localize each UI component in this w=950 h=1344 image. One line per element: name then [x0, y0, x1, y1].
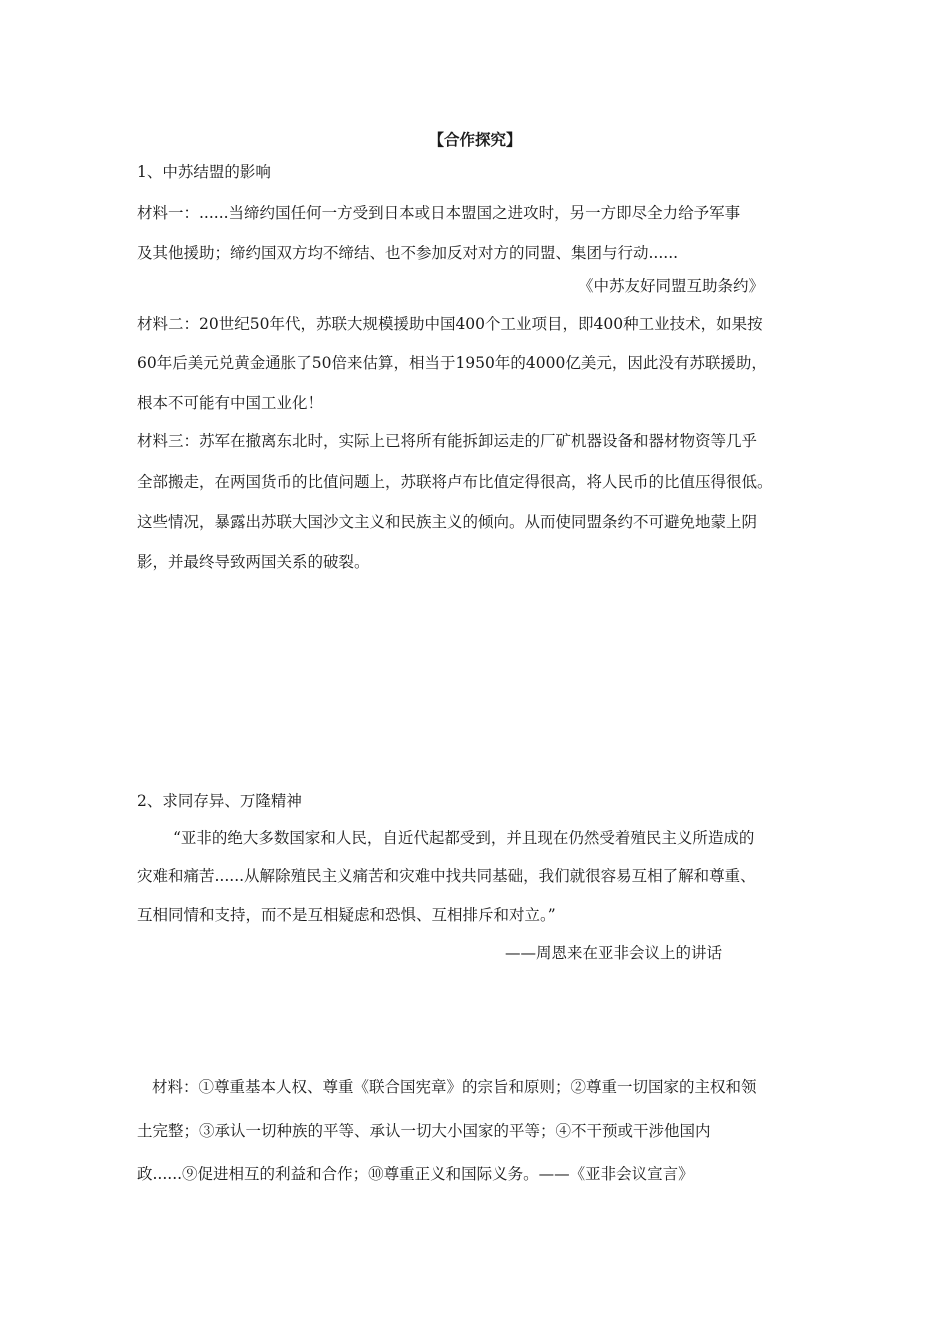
material2-line3: 根本不可能有中国工业化！ [137, 394, 324, 412]
material1-line2: 及其他援助；缔约国双方均不缔结、也不参加反对对方的同盟、集团与行动...... [137, 244, 679, 262]
material-line1: 材料：①尊重基本人权、尊重《联合国宪章》的宗旨和原则；②尊重一切国家的主权和领 [152, 1078, 757, 1096]
material-line2: 土完整；③承认一切种族的平等、承认一切大小国家的平等；④不干预或干涉他国内 [137, 1122, 711, 1140]
section2-heading: 2、求同存异、万隆精神 [137, 792, 302, 810]
quote-source: ——周恩来在亚非会议上的讲话 [505, 944, 723, 962]
page-title: 【合作探究】 [428, 131, 522, 149]
material1-line1: 材料一：......当缔约国任何一方受到日本或日本盟国之进攻时，另一方即尽全力给予军事 [137, 204, 741, 222]
quote-line3: 互相同情和支持，而不是互相疑虑和恐惧、互相排斥和对立。” [137, 906, 556, 924]
material2-line2: 60年后美元兑黄金通胀了50倍来估算，相当于1950年的4000亿美元，因此没有苏联援助， [137, 354, 767, 372]
quote-line2: 灾难和痛苦......从解除殖民主义痛苦和灾难中找共同基础，我们就很容易互相了解和尊重、 [137, 867, 756, 885]
material3-line2: 全部搬走，在两国货币的比值问题上，苏联将卢布比值定得很高，将人民币的比值压得很低。 [137, 473, 773, 491]
material2-line1: 材料二：20世纪50年代，苏联大规模援助中国400个工业项目，即400种工业技术，如果按 [137, 315, 763, 333]
material1-source: 《中苏友好同盟互助条约》 [578, 277, 765, 295]
material-line3: 政......⑨促进相互的利益和合作；⑩尊重正义和国际义务。——《亚非会议宣言》 [137, 1165, 694, 1183]
material3-line1: 材料三：苏军在撤离东北时，实际上已将所有能拆卸运走的厂矿机器设备和器材物资等几乎 [137, 432, 758, 450]
quote-line1: “亚非的绝大多数国家和人民，自近代起都受到，并且现在仍然受着殖民主义所造成的 [173, 829, 755, 847]
section1-heading: 1、中苏结盟的影响 [137, 163, 271, 181]
material3-line4: 影，并最终导致两国关系的破裂。 [137, 553, 370, 571]
material3-line3: 这些情况，暴露出苏联大国沙文主义和民族主义的倾向。从而使同盟条约不可避免地蒙上阴 [137, 513, 758, 531]
